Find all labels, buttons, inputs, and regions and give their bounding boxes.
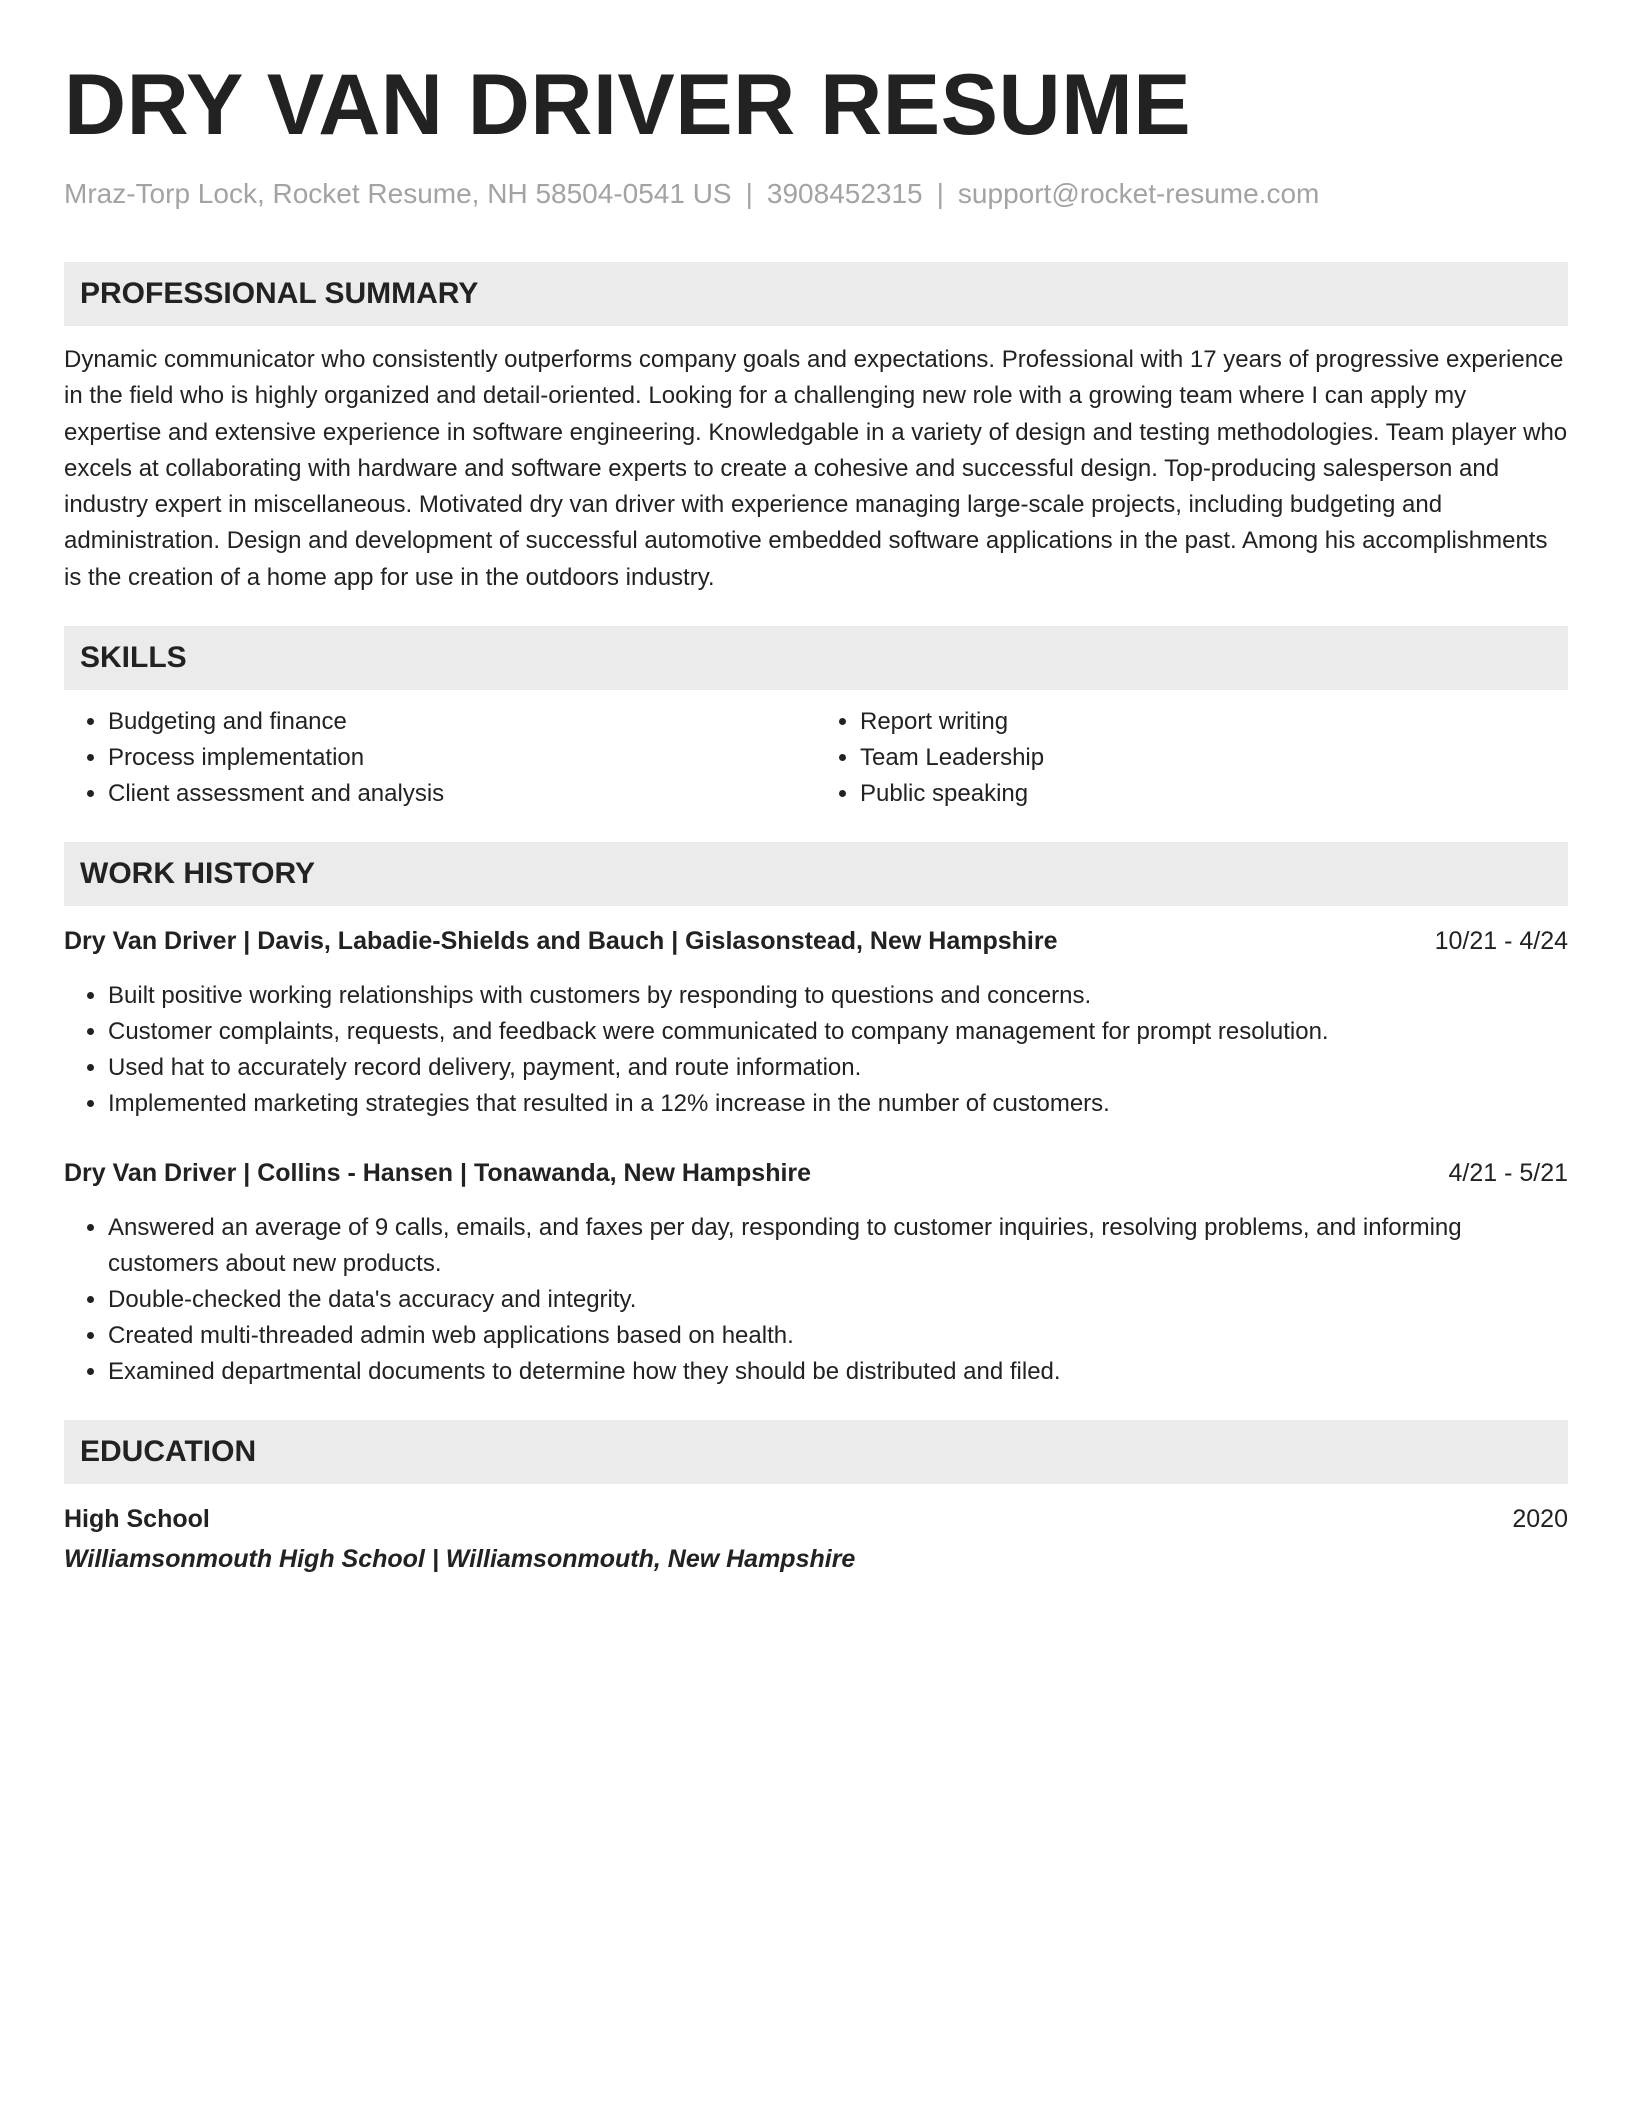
skill-item: • Team Leadership [860, 740, 1568, 776]
job-entry-header [64, 1156, 1568, 1190]
skills-column-left [64, 704, 816, 812]
job-title: Dry Van Driver | Collins - Hansen | Tonawanda, New Hampshire [64, 1159, 812, 1188]
contact-phone: 3908452315 [766, 178, 923, 209]
job-bullet: • Answered an average of 9 calls, emails, and faxes per day, responding to customer inquiries, resolving problems, and informing customers about new products. [108, 1210, 1568, 1282]
education-entry-header [64, 1502, 1568, 1536]
contact-separator: | [745, 178, 753, 209]
section-header-skills: SKILLS [64, 626, 1568, 690]
job-bullet: • Used hat to accurately record delivery, payment, and route information. [108, 1050, 1568, 1086]
job-entry-header [64, 924, 1568, 958]
skill-item: • Process implementation [108, 740, 816, 776]
skill-item: • Report writing [860, 704, 1568, 740]
education-year: 2020 [1512, 1505, 1568, 1534]
section-header-work-history: WORK HISTORY [64, 842, 1568, 906]
job-bullets [64, 978, 1568, 1122]
job-bullet: • Implemented marketing strategies that resulted in a 12% increase in the number of customers. [108, 1086, 1568, 1122]
job-title: Dry Van Driver | Davis, Labadie-Shields and Bauch | Gislasonstead, New Hampshire [64, 927, 1058, 956]
skills-list [64, 704, 1568, 812]
education-degree: High School [64, 1505, 210, 1534]
education-school: Williamsonmouth High School | Williamsonmouth, New Hampshire [64, 1545, 856, 1574]
resume-title: DRY VAN DRIVER RESUME [64, 57, 1192, 153]
job-bullet: • Examined departmental documents to determine how they should be distributed and filed. [108, 1354, 1568, 1390]
job-bullet: • Double-checked the data's accuracy and integrity. [108, 1282, 1568, 1318]
contact-separator: | [936, 178, 944, 209]
job-dates: 4/21 - 5/21 [1448, 1159, 1568, 1188]
skill-item: • Public speaking [860, 776, 1568, 812]
section-header-summary: PROFESSIONAL SUMMARY [64, 262, 1568, 326]
contact-email: support@rocket-resume.com [957, 178, 1320, 209]
contact-line [64, 176, 1568, 212]
job-dates: 10/21 - 4/24 [1434, 927, 1568, 956]
skills-column-right [816, 704, 1568, 812]
job-bullet: • Built positive working relationships with customers by responding to questions and concerns. [108, 978, 1568, 1014]
job-bullets [64, 1210, 1568, 1390]
section-header-education: EDUCATION [64, 1420, 1568, 1484]
job-bullet: • Customer complaints, requests, and feedback were communicated to company management for prompt resolution. [108, 1014, 1568, 1050]
skill-item: • Budgeting and finance [108, 704, 816, 740]
job-bullet: • Created multi-threaded admin web applications based on health. [108, 1318, 1568, 1354]
contact-address: Mraz-Torp Lock, Rocket Resume, NH 58504-0541 US [64, 178, 732, 209]
skill-item: • Client assessment and analysis [108, 776, 816, 812]
summary-text: Dynamic communicator who consistently outperforms company goals and expectations. Professional with 17 years of progressive experience in the field who is highly organized and detail-oriented. Looking for a challenging new role with a growing team where I can apply my expertise and extensive experience in software engineering. Knowledgable in a variety of design and testing methodologies. Team player who excels at collaborating with hardware and software experts to create a cohesive and successful design. Top-producing salesperson and industry expert in miscellaneous. Motivated dry van driver with experience managing large-scale projects, including budgeting and administration. Design and development of successful automotive embedded software applications in the past. Among his accomplishments is the creation of a home app for use in the outdoors industry. [64, 346, 1568, 591]
